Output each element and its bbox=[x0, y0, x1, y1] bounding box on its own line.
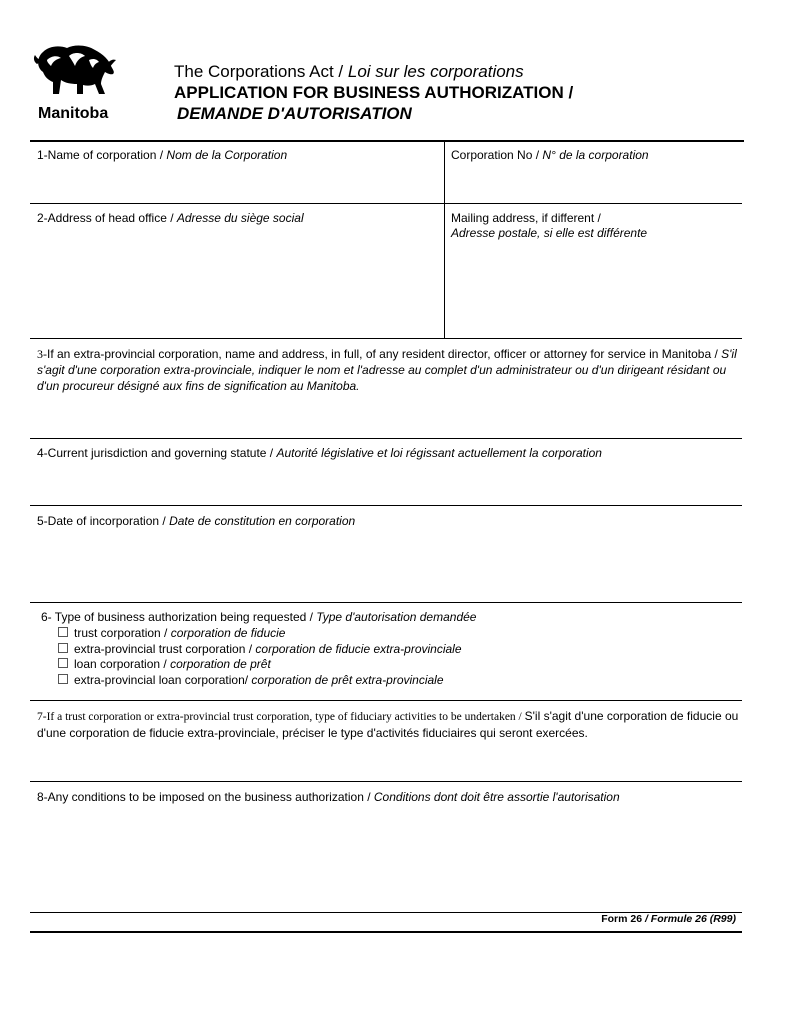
checkbox[interactable] bbox=[58, 643, 68, 653]
act-title: The Corporations Act / Loi sur les corporations bbox=[174, 62, 524, 81]
field-4-label: 4-Current jurisdiction and governing statute / Autorité législative et loi régissant actuellement la corporation bbox=[37, 446, 602, 460]
province-name: Manitoba bbox=[38, 105, 109, 122]
form-title-en: APPLICATION FOR BUSINESS AUTHORIZATION / bbox=[174, 83, 574, 102]
header-rule bbox=[30, 140, 744, 142]
divider-2 bbox=[30, 338, 742, 339]
bison-icon bbox=[33, 42, 117, 98]
form-title-fr: DEMANDE D'AUTORISATION bbox=[177, 104, 412, 123]
divider-5 bbox=[30, 602, 742, 603]
divider-1 bbox=[30, 203, 742, 204]
field-3-label: 3-If an extra-provincial corporation, name and address, in full, of any resident director, officer or attorney for service in Manitoba / S'il s'agit d'une corporation extra-provinciale, indiquer le nom et l'adresse au complet d'un administrateur ou d'un dirigeant résidant ou d'un procureur désigné aux fins de signification au Manitoba. bbox=[37, 347, 737, 393]
option-extra-provincial-loan-corporation[interactable]: extra-provincial loan corporation/ corporation de prêt extra-provinciale bbox=[58, 673, 444, 688]
option-loan-corporation[interactable]: loan corporation / corporation de prêt bbox=[58, 657, 271, 672]
option-trust-corporation[interactable]: trust corporation / corporation de fiducie bbox=[58, 626, 285, 641]
field-5-label: 5-Date of incorporation / Date de constitution en corporation bbox=[37, 514, 356, 528]
corporation-number-label: Corporation No / N° de la corporation bbox=[451, 148, 649, 162]
field-2-label: 2-Address of head office / Adresse du siège social bbox=[37, 211, 304, 225]
field-8-label: 8-Any conditions to be imposed on the business authorization / Conditions dont doit être assortie l'autorisation bbox=[37, 790, 620, 804]
field-1-label: 1-Name of corporation / Nom de la Corporation bbox=[37, 148, 288, 162]
checkbox[interactable] bbox=[58, 674, 68, 684]
field-7-label: 7-If a trust corporation or extra-provincial trust corporation, type of fiduciary activities to be undertaken / S'il s'agit d'une corporation de fiducie ou d'une corporation de fiducie extra-provinciale, préciser le type d'activités fiduciaires qui seront exercées. bbox=[37, 709, 739, 740]
mailing-address-label: Mailing address, if different / Adresse postale, si elle est différente bbox=[451, 211, 648, 240]
divider-7 bbox=[30, 781, 742, 782]
form-number: Form 26 / Formule 26 (R99) bbox=[601, 913, 736, 925]
field-6-label: 6- Type of business authorization being requested / Type d'autorisation demandée bbox=[41, 610, 477, 624]
column-divider bbox=[444, 141, 445, 338]
option-extra-provincial-trust-corporation[interactable]: extra-provincial trust corporation / corporation de fiducie extra-provinciale bbox=[58, 642, 462, 657]
checkbox[interactable] bbox=[58, 627, 68, 637]
divider-4 bbox=[30, 505, 742, 506]
divider-3 bbox=[30, 438, 742, 439]
checkbox[interactable] bbox=[58, 658, 68, 668]
bottom-rule bbox=[30, 931, 742, 933]
divider-6 bbox=[30, 700, 742, 701]
